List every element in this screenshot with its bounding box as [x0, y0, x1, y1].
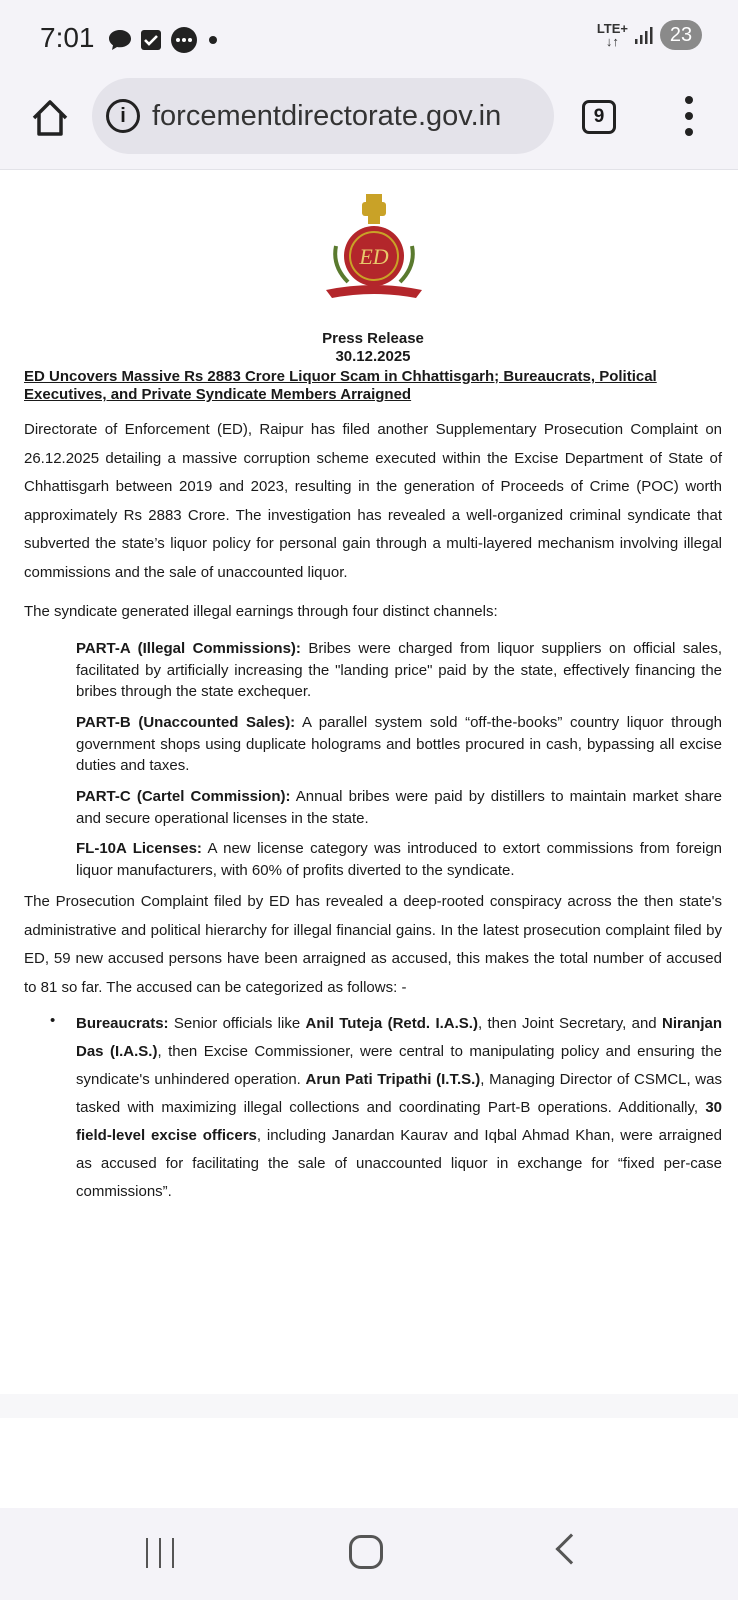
tab-switcher-button[interactable]: 9	[582, 100, 616, 134]
info-icon[interactable]: i	[106, 99, 140, 133]
recent-apps-icon[interactable]	[146, 1538, 174, 1568]
system-nav-bar	[0, 1508, 738, 1600]
fl10a-item: FL-10A Licenses: A new license category was introduced to extort commissions from foreign liquor manufacturers, with 60% of profits diverted to the syndicate.	[76, 840, 722, 879]
part-a-item: PART-A (Illegal Commissions): Bribes were charged from liquor suppliers on official sales, facilitated by artificially increasing the "landing price" paid by the state, effectively financing the bribes through the state exchequer.	[76, 640, 723, 700]
status-bar	[0, 0, 738, 78]
press-release-title: ED Uncovers Massive Rs 2883 Crore Liquor Scam in Chhattisgarh; Bureaucrats, Political Executives, and Private Syndicate Members Arraigned	[24, 368, 657, 403]
svg-text:ED: ED	[359, 244, 389, 269]
checkbox-notification-icon	[140, 29, 162, 51]
messages-icon	[170, 26, 198, 54]
notification-icons	[108, 26, 220, 54]
chat-bubble-icon	[108, 29, 132, 51]
channels-intro: The syndicate generated illegal earnings through four distinct channels:	[24, 603, 498, 620]
intro-paragraph: Directorate of Enforcement (ED), Raipur has filed another Supplementary Prosecution Complaint on 26.12.2025 detailing a massive corruption scheme executed within the Excise Department of State of Chhattisgarh between 2019 and 2023, resulting in the generation of Proceeds of Crime (POC) worth approximately Rs 2883 Crore. The investigation has revealed a well-organized criminal syndicate that subverted the state’s liquor policy for personal gain through a multi-layered mechanism involving illegal commissions and the sale of unaccounted liquor.	[24, 421, 722, 581]
address-bar[interactable]	[92, 78, 554, 154]
press-release-date: 30.12.2025	[335, 348, 411, 365]
browser-toolbar	[0, 78, 738, 170]
home-icon[interactable]	[28, 96, 72, 140]
page-gap	[0, 1394, 738, 1418]
part-b-item: PART-B (Unaccounted Sales): A parallel system sold “off-the-books” country liquor through government shops using duplicate holograms and bottles procured in cash, bypassing all excise duties and taxes.	[76, 714, 723, 774]
complaint-paragraph: The Prosecution Complaint filed by ED has revealed a deep-rooted conspiracy across the then state's administrative and political hierarchy for illegal financial gains. In the latest prosecution complaint filed by ED, 59 new accused persons have been arraigned as accused, this makes the total number of accused to 81 so far. The accused can be categorized as follows: -	[24, 893, 722, 996]
bureaucrats-bullet: Bureaucrats: Senior officials like Anil Tuteja (Retd. I.A.S.), then Joint Secretary, and Niranjan Das (I.A.S.), then Excise Commissioner, were central to manipulating policy and ensuring the syndicate's unhindered operation. Arun Pati Tripathi (I.T.S.), Managing Director of CSMCL, was tasked with maximizing illegal collections and coordinating Part-B operations. Additionally, 30 field-level excise officers, including Janardan Kaurav and Iqbal Ahmad Khan, were arraigned as accused for facilitating the sale of unaccounted liquor in exchange for “fixed per-case commissions”.	[76, 1015, 722, 1200]
signal-icon	[634, 25, 654, 45]
system-icons	[597, 20, 702, 50]
url-text[interactable]: forcementdirectorate.gov.in	[152, 99, 502, 132]
press-release-label: Press Release	[322, 330, 424, 347]
ed-emblem-logo	[322, 194, 426, 306]
network-type: LTE+ ↓↑	[596, 21, 628, 49]
dot-icon	[206, 33, 220, 47]
more-menu-icon[interactable]	[680, 96, 698, 136]
battery-icon: 23	[660, 20, 702, 50]
press-release-header	[24, 330, 722, 366]
part-c-item: PART-C (Cartel Commission): Annual bribes were paid by distillers to maintain market share and secure operational licenses in the state.	[76, 788, 722, 827]
nav-home-icon[interactable]	[349, 1535, 383, 1569]
document-page	[0, 172, 738, 1394]
back-icon[interactable]	[555, 1533, 586, 1564]
bullet-marker: •	[50, 1012, 56, 1029]
status-time: 7:01	[40, 22, 95, 53]
